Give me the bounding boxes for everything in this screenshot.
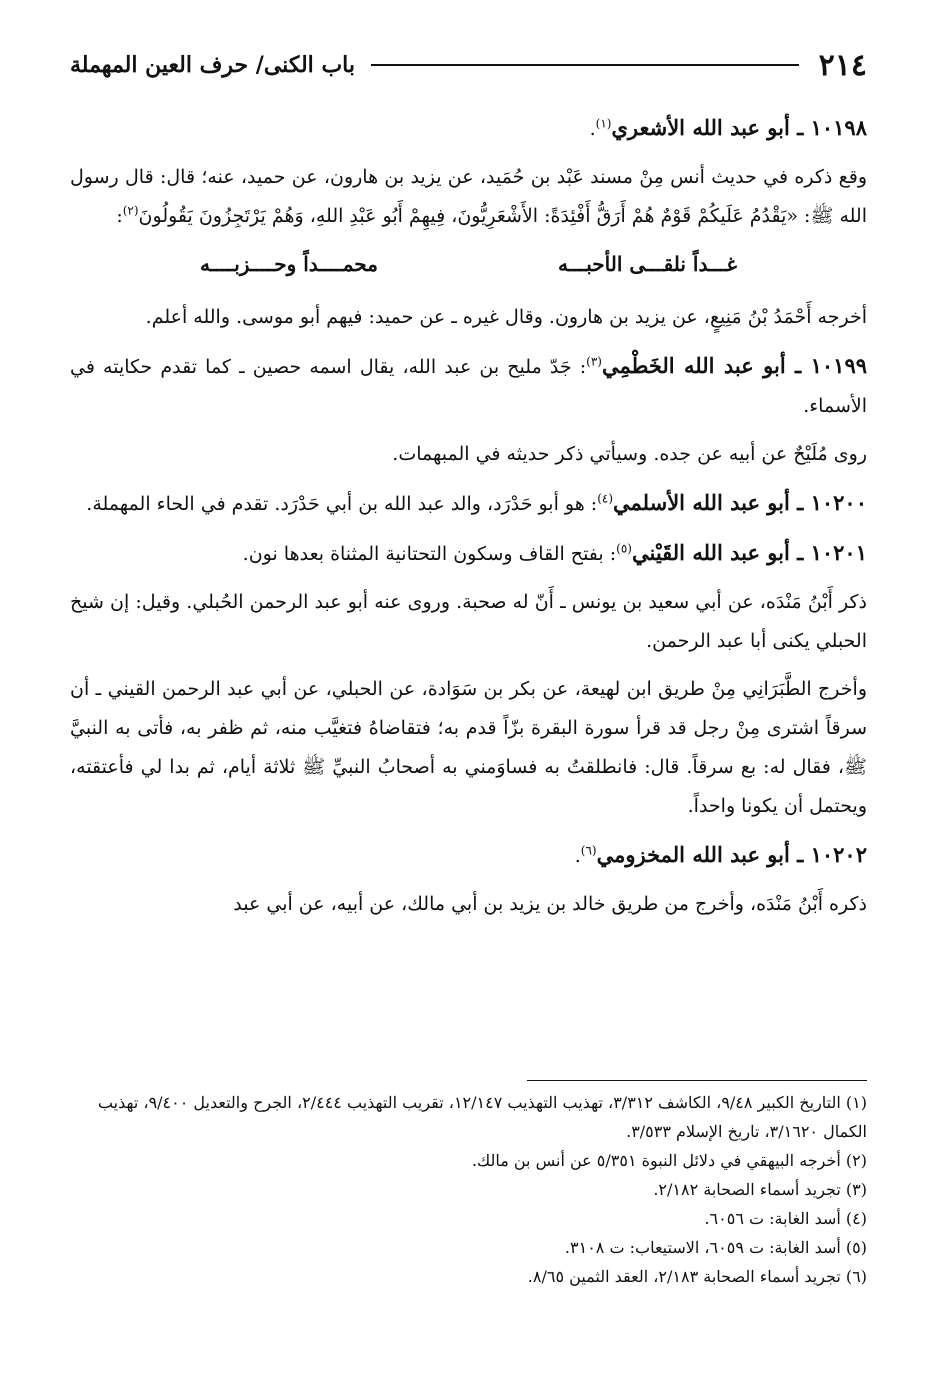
page-number: ٢١٤ <box>818 47 867 83</box>
entry-10199 <box>70 346 867 426</box>
header-rule <box>371 64 799 66</box>
footnote-ref: (٣) <box>586 354 602 369</box>
running-title: باب الكنى/ حرف العين المهملة <box>70 52 355 78</box>
paragraph <box>70 670 867 826</box>
entry-title: ١٠٢٠٢ ـ أبو عبد الله المخزومي <box>596 842 867 867</box>
footnote-ref: (٦) <box>580 843 597 858</box>
footnote-2: (٢) أخرجه البيهقي في دلائل النبوة ٥/٣٥١ عن أنس بن مالك. <box>471 1151 867 1170</box>
verse-hemistich-2: محمــــداً وحــــزبــــه <box>200 252 378 276</box>
footnotes <box>70 1088 867 1291</box>
paragraph-text: أخرجه أَحْمَدُ بْنُ مَنِيعٍ، عن يزيد بن هارون. وقال غيره ـ عن حميد: فيهم أبو موسى. والله أعلم. <box>145 306 867 328</box>
entry-title: ١٠١٩٩ ـ أبو عبد الله الخَطْمِي <box>601 353 868 378</box>
footnote-ref: (١) <box>595 116 612 131</box>
paragraph <box>70 583 867 661</box>
entry-text: : هو أبو حَدْرَد، والد عبد الله بن أبي حَدْرَد. تقدم في الحاء المهملة. <box>86 493 598 515</box>
entry-title: ١٠١٩٨ ـ أبو عبد الله الأشعري <box>611 115 867 140</box>
paragraph <box>70 158 867 236</box>
footnote-1: (١) التاريخ الكبير ٩/٤٨، الكاشف ٣/٣١٢، تهذيب التهذيب ١٢/١٤٧، تقريب التهذيب ٢/٤٤٤، الجرح والتعديل ٩/٤٠٠، تهذيب الكمال ٣/١٦٢٠، تاريخ الإسلام ٣/٥٣٣. <box>97 1093 867 1141</box>
paragraph <box>70 885 867 924</box>
paragraph-text: : <box>116 205 123 227</box>
footnote-6: (٦) تجريد أسماء الصحابة ٢/١٨٣، العقد الثمين ٨/٦٥. <box>527 1267 867 1286</box>
footnote-ref: (٥) <box>616 541 632 556</box>
paragraph-text: ذكر أَبْنُ مَنْدَه، عن أبي سعيد بن يونس ـ أَنّ له صحبة. وروى عنه أبو عبد الرحمن الحُبلي. وقيل: إن شيخ الحبلي يكنى أبا عبد الرحمن. <box>70 591 867 652</box>
paragraph <box>70 435 867 474</box>
entry-10201 <box>70 533 867 574</box>
footnote-5: (٥) أسد الغابة: ت ٦٠٥٩، الاستيعاب: ت ٣١٠٨. <box>564 1238 867 1257</box>
footnote-ref: (٢) <box>122 203 139 218</box>
poetry-verse <box>110 245 827 284</box>
footnote-ref: (٤) <box>597 491 614 506</box>
entry-title: ١٠٢٠٠ ـ أبو عبد الله الأسلمي <box>613 490 867 515</box>
paragraph-text: روى مُلَيْحٌ عن أبيه عن جده. وسيأتي ذكر حديثه في المبهمات. <box>392 443 867 465</box>
verse-hemistich-1: غـــداً نلقـــى الأحبـــه <box>557 252 737 276</box>
entry-10202-heading <box>70 835 867 876</box>
paragraph-text: ذكره أَبْنُ مَنْدَه، وأخرج من طريق خالد بن يزيد بن أبي مالك، عن أبيه، عن أبي عبد <box>233 893 867 915</box>
page-header <box>70 40 867 90</box>
footnote-4: (٤) أسد الغابة: ت ٦٠٥٦. <box>704 1209 867 1228</box>
paragraph-text: وقع ذكره في حديث أنس مِنْ مسند عَبْد بن حُمَيد، عن يزيد بن هارون، عن حميد، عنه؛ قال: قال رسول الله ﷺ: «يَقْدُمُ عَلَيكُمْ قَوْمٌ هُمْ أَرَقُّ أَفْئِدَةً: الأَشْعَرِيُّونَ، فِيهِمْ أَبُو عَبْدِ اللهِ، وَهُمْ يَرْتَجِزُونَ يَقُولُونَ <box>70 166 867 227</box>
entry-10200 <box>70 483 867 524</box>
entry-text: : جَدّ مليح بن عبد الله، يقال اسمه حصين ـ كما تقدم حكايته في الأسماء. <box>70 356 867 417</box>
main-text <box>70 108 867 933</box>
entry-title: ١٠٢٠١ ـ أبو عبد الله القَيْني <box>631 540 867 565</box>
paragraph-text: وأخرج الطَّبَرَانِي مِنْ طريق ابن لهيعة، عن بكر بن سَوَادة، عن الحبلي، عن أبي عبد الرحمن القيني ـ أن سرقاً اشترى مِنْ رجل قد قرأ سورة البقرة بزّاً قدم به؛ فتقاضاهُ فتغيَّب منه، ثم ظفر به، فأتى به النبيَّ ﷺ، فقال له: بع سرقاً. قال: فانطلقتُ به فساوَمني به أصحابُ النبيِّ ﷺ ثلاثة أيام، ثم بدا لي فأعتقته، ويحتمل أن يكونا واحداً. <box>70 678 867 817</box>
entry-text: . <box>589 118 596 140</box>
entry-text: : بفتح القاف وسكون التحتانية المثناة بعدها نون. <box>242 543 617 565</box>
entry-10198-heading <box>70 108 867 149</box>
footnote-separator <box>527 1080 867 1081</box>
footnote-3: (٣) تجريد أسماء الصحابة ٢/١٨٢. <box>653 1180 867 1199</box>
entry-text: . <box>574 845 581 867</box>
paragraph <box>70 298 867 337</box>
